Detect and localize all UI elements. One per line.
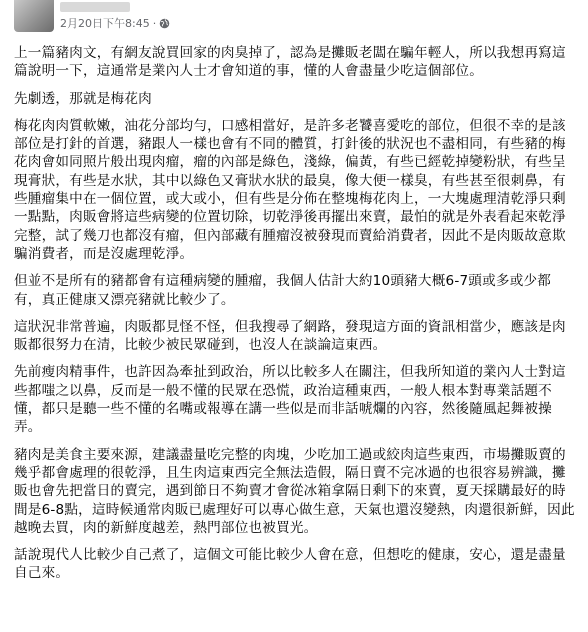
post-paragraph: 這狀況非常普遍，肉販都見怪不怪，但我搜尋了網路，發現這方面的資訊相當少，應該是肉販都很努力在清，比較少被民眾碰到，也沒人在談論這東西。 bbox=[14, 318, 566, 354]
avatar[interactable] bbox=[14, 0, 54, 32]
post-paragraph: 話說現代人比較少自己煮了，這個文可能比較少人會在意，但想吃的健康，安心，還是盡量自己來。 bbox=[14, 547, 566, 582]
post-meta bbox=[60, 0, 170, 31]
post-paragraph: 但並不是所有的豬都會有這種病變的腫瘤，我個人估計大約10頭豬大概6-7頭或多或少都有，真正健康又漂亮豬就比較少了。 bbox=[14, 273, 552, 308]
post-paragraph: 先前瘦肉精事件，也許因為牽扯到政治，所以比較多人在關注，但我所知道的業內人士對這些都嗤之以鼻，反而是一般不懂的民眾在恐慌，政治這種東西，一般人根本對專業話題不懂，都只是聽一些不懂的名嘴或報導在講一些似是而非話唬爛的內容，然後隨風起舞被操弄。 bbox=[14, 364, 566, 436]
post-body bbox=[14, 44, 578, 583]
post-paragraph: 豬肉是美食主要來源，建議盡量吃完整的肉塊，少吃加工過或絞肉這些東西，市場攤販賣的幾乎都會處理的很乾淨，且生肉這東西完全無法造假，隔日賣不完冰過的也很容易辨識，攤販也會先把當日的賣完，遇到節日不夠賣才會從冰箱拿隔日剩下的來賣，夏天採購最好的時間是6-8點，這時候通常肉販已處理好可以專心做生意，天氣也還沒變熱，肉還很新鮮，因此越晚去買，肉的新鮮度越差，熱門部位也被買光。 bbox=[14, 446, 575, 536]
post-paragraph: 梅花肉肉質軟嫩，油花分部均勻，口感相當好，是許多老饕喜愛吃的部位，但很不幸的是該部位是打針的首選，豬跟人一樣也會有不同的體質，打針後的狀況也不盡相同，有些豬的梅花肉會如同照片般出現肉瘤，瘤的內部是綠色，淺綠，偏黃，有些已經乾掉變粉狀，有些呈現膏狀，有些是水狀，其中以綠色又膏狀水狀的最臭，像大便一樣臭，有些甚至很刺鼻，有些腫瘤集中在一個位置，或大或小，但有些是分佈在整塊梅花肉上，一大塊處理清乾淨只剩一點點，肉販會將這些病變的位置切除，切乾淨後再擺出來賣，最怕的就是外表看起來乾淨完整，試了幾刀也都沒有瘤，但內部藏有腫瘤沒被發現而賣給消費者，因此不是肉販故意欺騙消費者，而是沒處理乾淨。 bbox=[14, 117, 566, 262]
author-name[interactable] bbox=[60, 2, 130, 12]
post-header bbox=[14, 0, 578, 44]
post-paragraph: 上一篇豬肉文，有網友說買回家的肉臭掉了，認為是攤販老闆在騙年輕人，所以我想再寫這篇說明一下，這通常是業內人士才會知道的事，懂的人會盡量少吃這個部位。 bbox=[14, 45, 566, 80]
separator-dot: · bbox=[152, 16, 157, 30]
post-timestamp[interactable]: 2月20日下午8:45 bbox=[60, 17, 150, 30]
globe-icon[interactable] bbox=[159, 18, 170, 29]
post-paragraph: 先劇透，那就是梅花肉 bbox=[14, 90, 152, 107]
timestamp-row bbox=[60, 15, 170, 31]
